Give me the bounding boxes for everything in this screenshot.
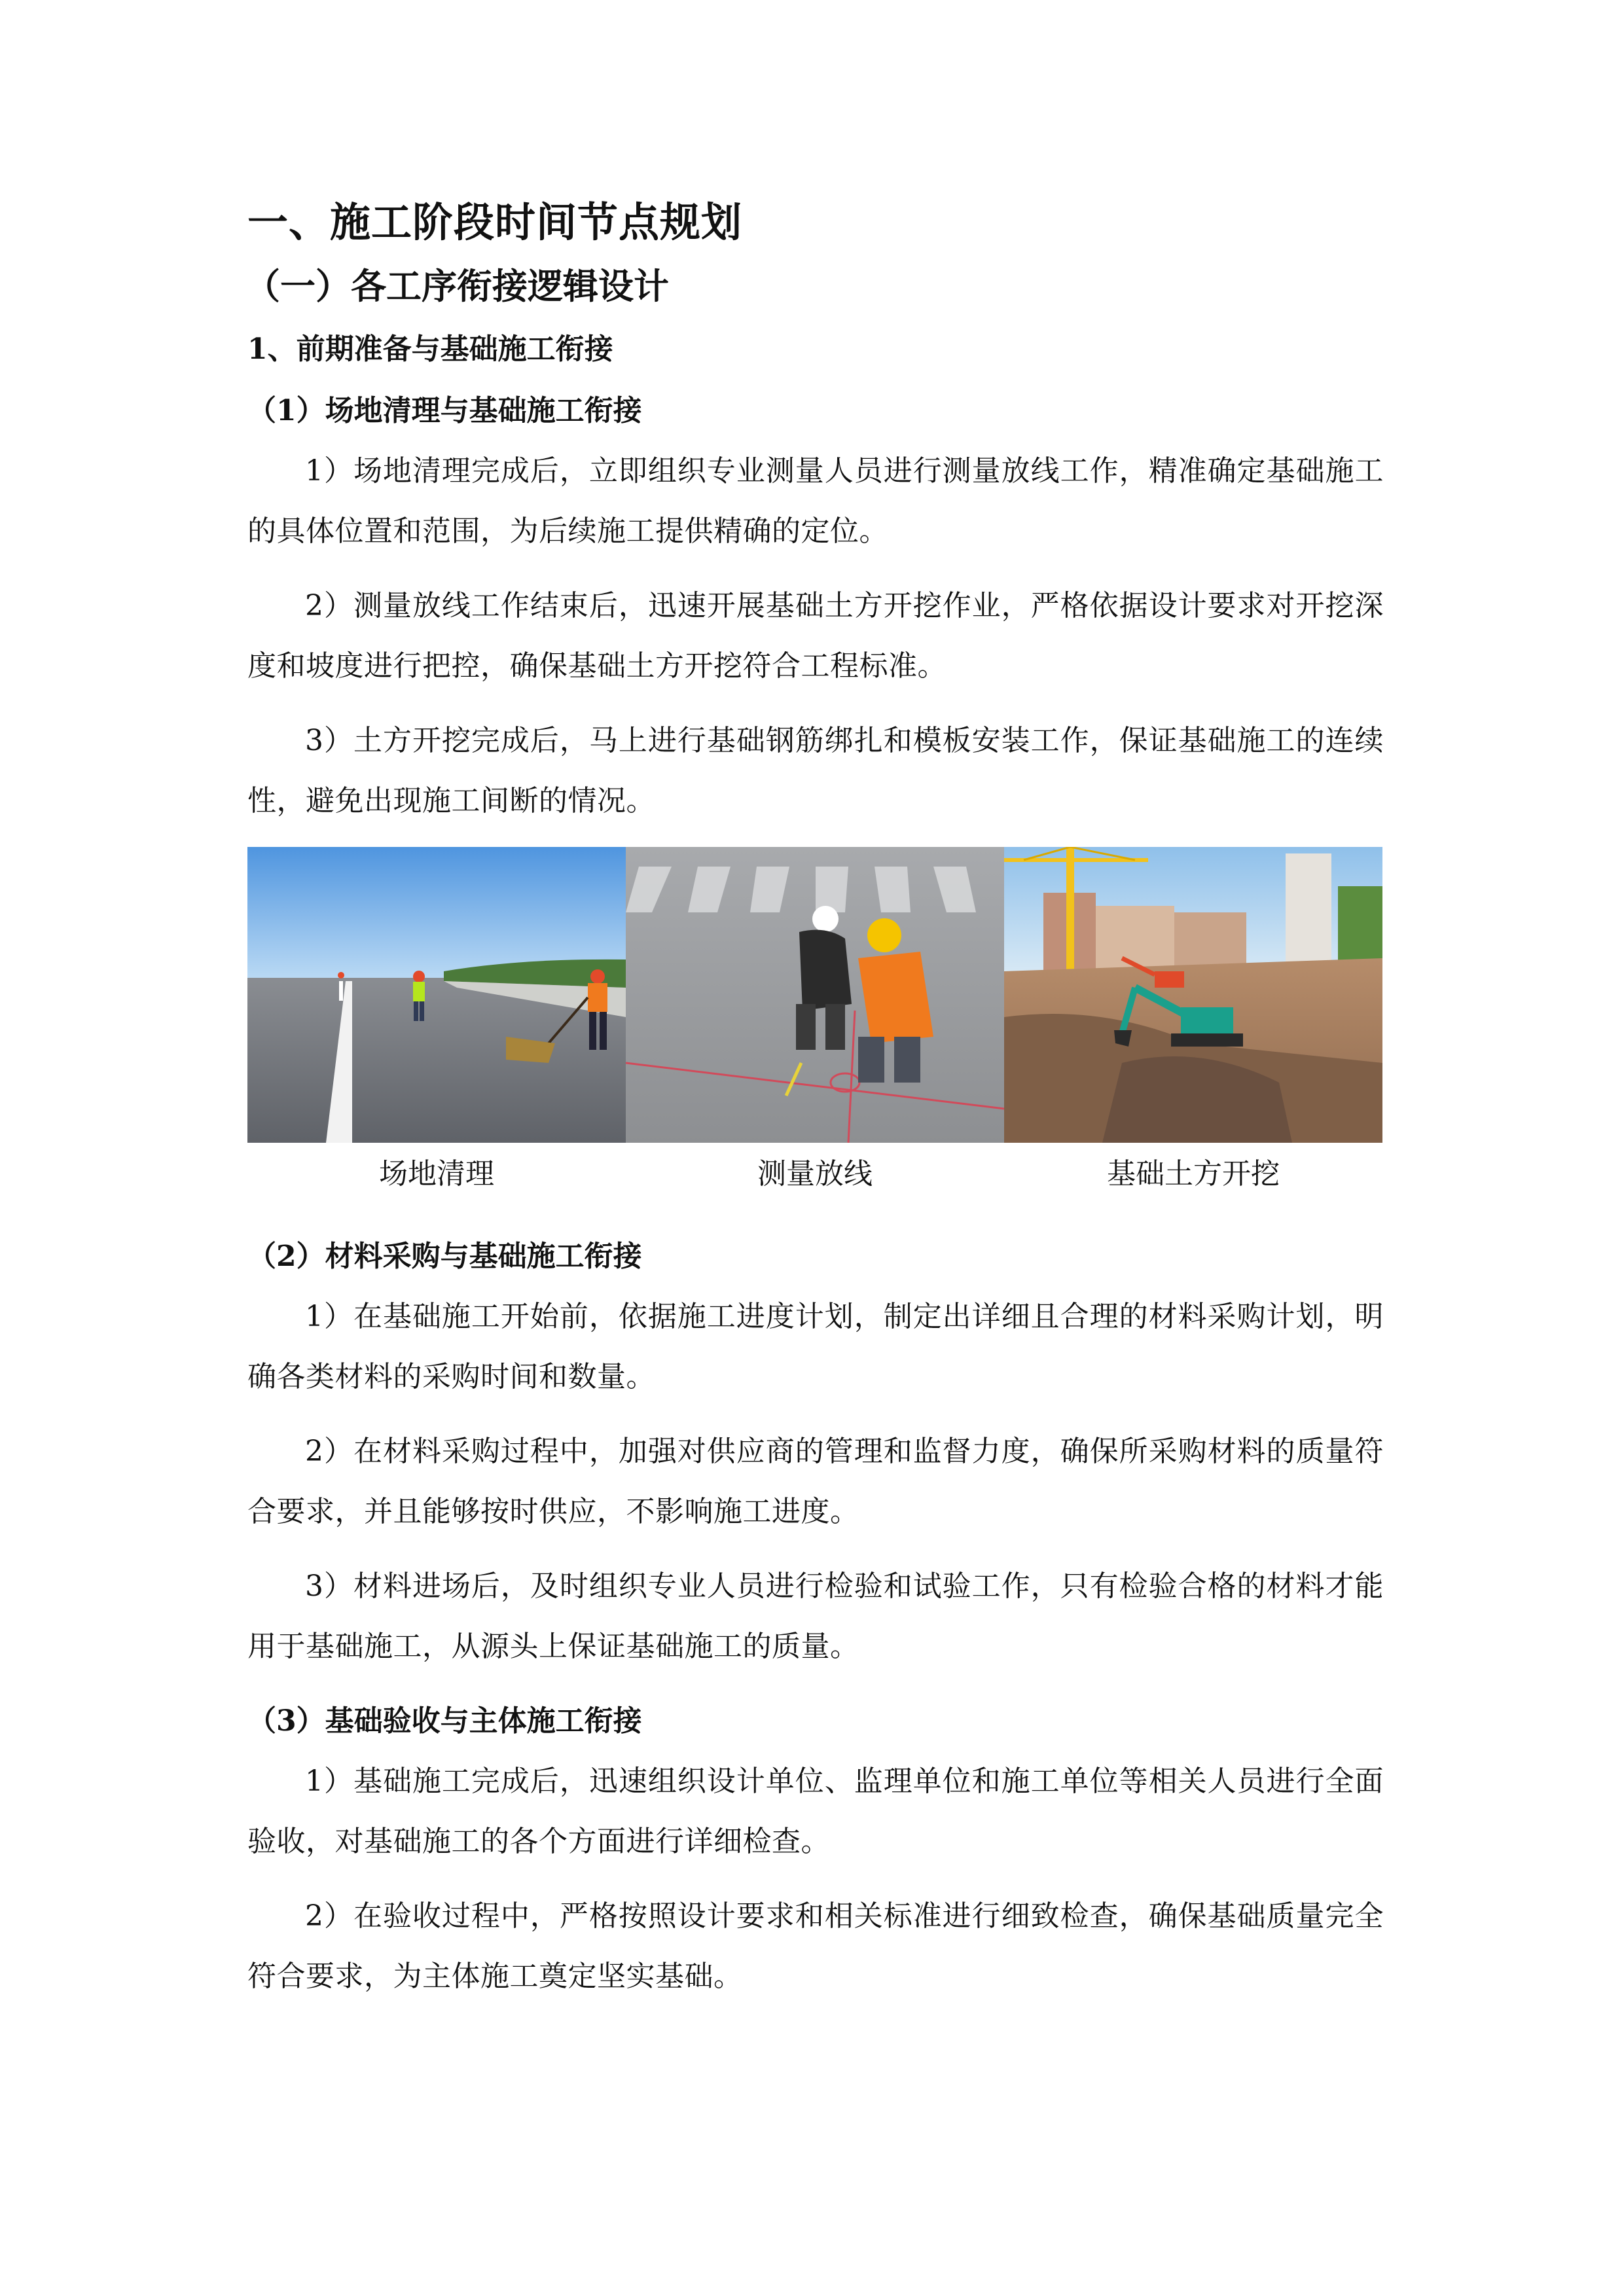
caption-survey-layout: 测量放线 (757, 1157, 873, 1191)
photo-survey-layout (626, 847, 1004, 1143)
photo-site-cleaning (247, 847, 626, 1143)
section-1-paragraph-1: 1）场地清理完成后，立即组织专业测量人员进行测量放线工作，精准确定基础施工的具体位置和范围，为后续施工提供精确的定位。 (247, 454, 1384, 548)
section-1-paragraph-2: 2）测量放线工作结束后，迅速开展基础土方开挖作业，严格依据设计要求对开挖深度和坡度进行把控，确保基础土方开挖符合工程标准。 (247, 589, 1384, 683)
section-2-paragraph-1: 1）在基础施工开始前，依据施工进度计划，制定出详细且合理的材料采购计划，明确各类材料的采购时间和数量。 (247, 1300, 1384, 1393)
photo-captions (247, 1148, 1384, 1200)
photo-row (247, 847, 1384, 1143)
heading-level-2: （一）各工序衔接逻辑设计 (245, 266, 669, 307)
section-3-paragraph-2: 2）在验收过程中，严格按照设计要求和相关标准进行细致检查，确保基础质量完全符合要求，为主体施工奠定坚实基础。 (247, 1899, 1384, 1993)
heading-level-1: 一、施工阶段时间节点规划 (247, 198, 743, 246)
caption-foundation-excavation: 基础土方开挖 (1107, 1157, 1280, 1191)
caption-site-cleaning: 场地清理 (379, 1157, 494, 1191)
site-cleaning-illustration (247, 847, 626, 1143)
foundation-excavation-illustration (1004, 847, 1382, 1143)
section-3-title: （3）基础验收与主体施工衔接 (247, 1704, 642, 1738)
heading-level-3: 1、前期准备与基础施工衔接 (247, 332, 613, 366)
section-2-paragraph-2: 2）在材料采购过程中，加强对供应商的管理和监督力度，确保所采购材料的质量符合要求，并且能够按时供应，不影响施工进度。 (247, 1435, 1384, 1528)
section-2-paragraph-3: 3）材料进场后，及时组织专业人员进行检验和试验工作，只有检验合格的材料才能用于基础施工，从源头上保证基础施工的质量。 (247, 1570, 1384, 1663)
section-1-paragraph-3: 3）土方开挖完成后，马上进行基础钢筋绑扎和模板安装工作，保证基础施工的连续性，避免出现施工间断的情况。 (247, 724, 1384, 817)
section-2-title: （2）材料采购与基础施工衔接 (247, 1240, 642, 1273)
section-1-title: （1）场地清理与基础施工衔接 (247, 394, 642, 427)
survey-layout-illustration (626, 847, 1004, 1143)
section-3-paragraph-1: 1）基础施工完成后，迅速组织设计单位、监理单位和施工单位等相关人员进行全面验收，对基础施工的各个方面进行详细检查。 (247, 1765, 1384, 1858)
document-page (247, 190, 1384, 2021)
photo-foundation-excavation (1004, 847, 1382, 1143)
